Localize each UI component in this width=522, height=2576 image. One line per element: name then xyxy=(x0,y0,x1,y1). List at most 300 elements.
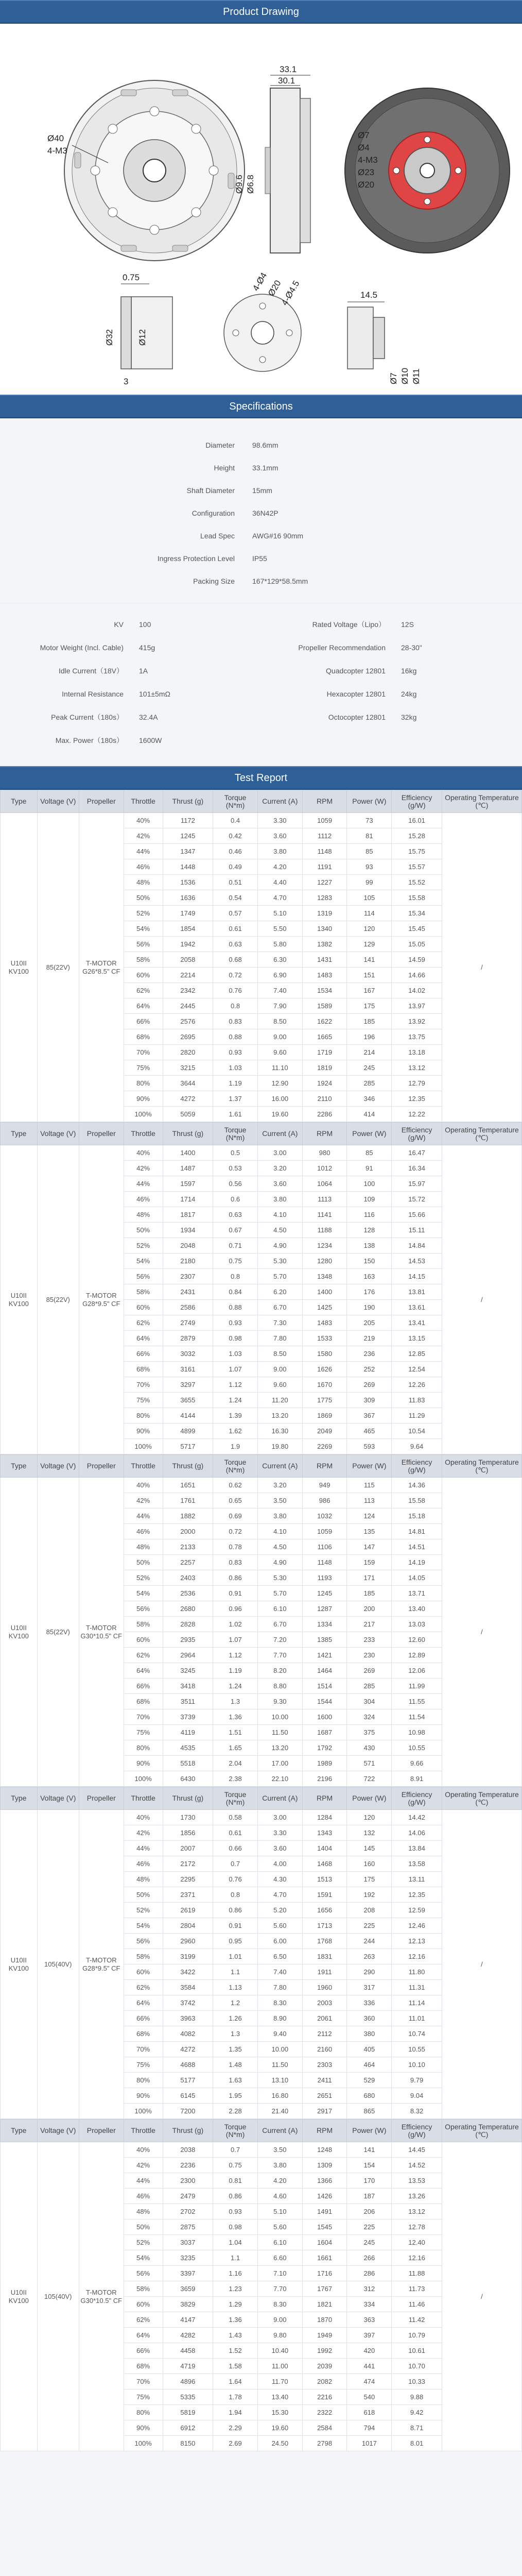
table-cell: 52% xyxy=(124,2235,163,2250)
table-cell: 0.76 xyxy=(213,1872,258,1887)
table-cell: 44% xyxy=(124,1841,163,1856)
table-cell: 1870 xyxy=(302,2312,347,2328)
table-cell: 11.99 xyxy=(392,1679,442,1694)
spec-grid-label: Idle Current（18V） xyxy=(58,666,124,675)
table-cell: 225 xyxy=(347,2219,392,2235)
column-header: Propeller xyxy=(79,1455,124,1478)
table-cell: 1.63 xyxy=(213,2073,258,2088)
spec-row xyxy=(0,456,522,479)
table-cell: 3418 xyxy=(163,1679,213,1694)
table-cell: 13.92 xyxy=(392,1014,442,1029)
table-cell: 14.19 xyxy=(392,1555,442,1570)
table-cell: 163 xyxy=(347,1269,392,1284)
table-cell: 66% xyxy=(124,1346,163,1362)
table-cell: 3245 xyxy=(163,1663,213,1679)
spec-grid-value: 101±5mΩ xyxy=(139,689,170,698)
table-cell: 3.60 xyxy=(257,828,302,844)
spec-grid-row xyxy=(261,613,522,636)
table-cell: 1761 xyxy=(163,1493,213,1509)
table-cell: 6145 xyxy=(163,2088,213,2104)
table-cell: 2172 xyxy=(163,1856,213,1872)
table-cell: 2619 xyxy=(163,1903,213,1918)
table-cell: 0.72 xyxy=(213,968,258,983)
table-cell: 474 xyxy=(347,2374,392,2389)
propeller-cell: T-MOTOR G30*10.5" CF xyxy=(79,1478,124,1787)
table-cell: 7.90 xyxy=(257,998,302,1014)
table-cell: 46% xyxy=(124,2189,163,2204)
table-cell: 154 xyxy=(347,2158,392,2173)
table-cell: 12.59 xyxy=(392,1903,442,1918)
table-cell: 44% xyxy=(124,1509,163,1524)
column-header: Efficiency (g/W) xyxy=(392,790,442,813)
table-cell: 2479 xyxy=(163,2189,213,2204)
table-cell: 0.62 xyxy=(213,1478,258,1493)
table-cell: 1234 xyxy=(302,1238,347,1253)
table-cell: 12.90 xyxy=(257,1076,302,1091)
table-cell: 0.8 xyxy=(213,998,258,1014)
motor-front-view xyxy=(47,80,245,261)
table-cell: 6912 xyxy=(163,2420,213,2436)
table-cell: 80% xyxy=(124,2405,163,2420)
motor-type-cell: U10II KV100 xyxy=(1,813,38,1122)
table-cell: 304 xyxy=(347,1694,392,1709)
table-cell: 571 xyxy=(347,1756,392,1771)
table-cell: 9.30 xyxy=(257,1694,302,1709)
table-cell: 3742 xyxy=(163,1995,213,2011)
table-cell: 3297 xyxy=(163,1377,213,1393)
table-cell: 6.00 xyxy=(257,1934,302,1949)
table-cell: 1600 xyxy=(302,1709,347,1725)
table-cell: 60% xyxy=(124,2297,163,2312)
table-cell: 19.60 xyxy=(257,2420,302,2436)
column-header: Voltage (V) xyxy=(37,1123,79,1145)
table-cell: 6.60 xyxy=(257,2250,302,2266)
table-cell: 2917 xyxy=(302,2104,347,2119)
table-cell: 0.49 xyxy=(213,859,258,875)
column-header: Voltage (V) xyxy=(37,790,79,813)
column-header: Power (W) xyxy=(347,1787,392,1810)
motor-type-cell: U10II KV100 xyxy=(1,1145,38,1454)
table-cell: 60% xyxy=(124,1632,163,1648)
table-cell: 2411 xyxy=(302,2073,347,2088)
table-cell: 1768 xyxy=(302,1934,347,1949)
table-cell: 4.50 xyxy=(257,1539,302,1555)
table-cell: 1468 xyxy=(302,1856,347,1872)
table-cell: 9.00 xyxy=(257,1029,302,1045)
table-cell: 64% xyxy=(124,1663,163,1679)
table-cell: 58% xyxy=(124,952,163,968)
spec-value: 33.1mm xyxy=(252,464,279,472)
table-cell: 46% xyxy=(124,859,163,875)
table-cell: 1831 xyxy=(302,1949,347,1964)
column-header: Thrust (g) xyxy=(163,1123,213,1145)
table-cell: 1491 xyxy=(302,2204,347,2219)
table-cell: 42% xyxy=(124,1493,163,1509)
table-cell: 1400 xyxy=(163,1145,213,1161)
table-cell: 3.00 xyxy=(257,1810,302,1825)
table-cell: 8.71 xyxy=(392,2420,442,2436)
table-cell: 1.1 xyxy=(213,2250,258,2266)
table-cell: 44% xyxy=(124,2173,163,2189)
table-cell: 13.12 xyxy=(392,2204,442,2219)
table-cell: 2651 xyxy=(302,2088,347,2104)
table-cell: 0.83 xyxy=(213,1555,258,1570)
table-cell: 1280 xyxy=(302,1253,347,1269)
table-cell: 100% xyxy=(124,1439,163,1454)
column-header: Operating Temperature (℃) xyxy=(442,1787,521,1810)
table-cell: 70% xyxy=(124,1045,163,1060)
table-cell: 100% xyxy=(124,1771,163,1787)
table-cell: 1.03 xyxy=(213,1060,258,1076)
table-cell: 4458 xyxy=(163,2343,213,2359)
test-table xyxy=(0,1122,522,1454)
table-cell: 159 xyxy=(347,1555,392,1570)
table-cell: 2082 xyxy=(302,2374,347,2389)
table-cell: 441 xyxy=(347,2359,392,2374)
table-cell: 1366 xyxy=(302,2173,347,2189)
table-cell: 1.26 xyxy=(213,2011,258,2026)
table-cell: 16.80 xyxy=(257,2088,302,2104)
table-cell: 1670 xyxy=(302,1377,347,1393)
table-cell: 1.24 xyxy=(213,1679,258,1694)
table-cell: 2695 xyxy=(163,1029,213,1045)
table-cell: 91 xyxy=(347,1161,392,1176)
table-cell: 205 xyxy=(347,1315,392,1331)
table-cell: 3.60 xyxy=(257,1841,302,1856)
spec-grid-label: Rated Voltage（Lipo） xyxy=(312,620,386,629)
table-cell: 14.42 xyxy=(392,1810,442,1825)
table-cell: 0.8 xyxy=(213,1887,258,1903)
table-cell: 430 xyxy=(347,1740,392,1756)
table-cell: 2.69 xyxy=(213,2436,258,2451)
table-cell: 68% xyxy=(124,1362,163,1377)
table-cell: 90% xyxy=(124,1091,163,1107)
table-cell: 5.20 xyxy=(257,1903,302,1918)
dim-d7-bottom: Ø7 xyxy=(389,372,398,384)
table-cell: 1.64 xyxy=(213,2374,258,2389)
column-header: Power (W) xyxy=(347,1455,392,1478)
dim-d7-left: Ø7 xyxy=(358,130,370,140)
table-cell: 3644 xyxy=(163,1076,213,1091)
table-cell: 0.98 xyxy=(213,1331,258,1346)
spec-column-right xyxy=(261,613,522,752)
table-cell: 0.4 xyxy=(213,813,258,828)
table-cell: 54% xyxy=(124,921,163,937)
table-cell: 48% xyxy=(124,1539,163,1555)
table-cell: 4535 xyxy=(163,1740,213,1756)
column-header: Operating Temperature (℃) xyxy=(442,1455,521,1478)
table-cell: 42% xyxy=(124,828,163,844)
table-cell: 68% xyxy=(124,2359,163,2374)
column-header: RPM xyxy=(302,790,347,813)
table-cell: 0.84 xyxy=(213,1284,258,1300)
table-cell: 2058 xyxy=(163,952,213,968)
table-cell: 8.30 xyxy=(257,1995,302,2011)
table-cell: 1589 xyxy=(302,998,347,1014)
table-cell: 1856 xyxy=(163,1825,213,1841)
table-cell: 1.35 xyxy=(213,2042,258,2057)
table-cell: 8.32 xyxy=(392,2104,442,2119)
table-cell: 66% xyxy=(124,1014,163,1029)
table-cell: 100% xyxy=(124,2104,163,2119)
operating-temperature-cell: / xyxy=(442,1810,521,2119)
table-cell: 1012 xyxy=(302,1161,347,1176)
table-row xyxy=(1,1810,522,1825)
table-cell: 11.42 xyxy=(392,2312,442,2328)
table-cell: 54% xyxy=(124,1918,163,1934)
table-cell: 4082 xyxy=(163,2026,213,2042)
table-cell: 10.70 xyxy=(392,2359,442,2374)
table-cell: 1665 xyxy=(302,1029,347,1045)
table-header-row xyxy=(1,1787,522,1810)
spec-grid-row xyxy=(0,682,261,705)
table-cell: 1911 xyxy=(302,1964,347,1980)
table-cell: 7.10 xyxy=(257,2266,302,2281)
table-cell: 3.20 xyxy=(257,1161,302,1176)
operating-temperature-cell: / xyxy=(442,2142,521,2451)
spec-grid-value: 32.4A xyxy=(139,713,158,721)
spec-grid-row xyxy=(0,613,261,636)
table-cell: 3584 xyxy=(163,1980,213,1995)
spec-grid-row xyxy=(261,636,522,659)
table-cell: 1714 xyxy=(163,1192,213,1207)
table-cell: 10.98 xyxy=(392,1725,442,1740)
table-cell: 81 xyxy=(347,828,392,844)
column-header: Efficiency (g/W) xyxy=(392,1123,442,1145)
column-header: Propeller xyxy=(79,2120,124,2142)
table-cell: 4.10 xyxy=(257,1524,302,1539)
table-cell: 794 xyxy=(347,2420,392,2436)
table-cell: 1.16 xyxy=(213,2266,258,2281)
table-cell: 0.96 xyxy=(213,1601,258,1617)
table-cell: 1112 xyxy=(302,828,347,844)
table-cell: 0.93 xyxy=(213,2204,258,2219)
table-cell: 1404 xyxy=(302,1841,347,1856)
table-cell: 2576 xyxy=(163,1014,213,1029)
table-cell: 0.75 xyxy=(213,2158,258,2173)
table-cell: 70% xyxy=(124,1709,163,1725)
table-cell: 986 xyxy=(302,1493,347,1509)
spec-label: Height xyxy=(214,464,235,472)
table-cell: 865 xyxy=(347,2104,392,2119)
table-cell: 12.35 xyxy=(392,1091,442,1107)
table-cell: 7.80 xyxy=(257,1980,302,1995)
table-cell: 397 xyxy=(347,2328,392,2343)
table-cell: 2039 xyxy=(302,2359,347,2374)
table-cell: 11.10 xyxy=(257,1060,302,1076)
table-cell: 1.02 xyxy=(213,1617,258,1632)
table-cell: 14.66 xyxy=(392,968,442,983)
table-cell: 9.80 xyxy=(257,2328,302,2343)
table-cell: 6.10 xyxy=(257,1601,302,1617)
table-cell: 1604 xyxy=(302,2235,347,2250)
table-cell: 9.60 xyxy=(257,1045,302,1060)
table-cell: 0.54 xyxy=(213,890,258,906)
column-header: Power (W) xyxy=(347,2120,392,2142)
table-cell: 3161 xyxy=(163,1362,213,1377)
table-cell: 13.03 xyxy=(392,1617,442,1632)
table-cell: 286 xyxy=(347,2266,392,2281)
table-cell: 73 xyxy=(347,813,392,828)
table-cell: 56% xyxy=(124,937,163,952)
table-cell: 12.22 xyxy=(392,1107,442,1122)
table-cell: 8.90 xyxy=(257,2011,302,2026)
table-cell: 0.5 xyxy=(213,1145,258,1161)
table-cell: 1319 xyxy=(302,906,347,921)
table-cell: 9.00 xyxy=(257,2312,302,2328)
table-cell: 236 xyxy=(347,1346,392,1362)
table-cell: 1626 xyxy=(302,1362,347,1377)
table-cell: 1.36 xyxy=(213,1709,258,1725)
product-drawing-title: Product Drawing xyxy=(223,6,299,18)
table-cell: 58% xyxy=(124,1284,163,1300)
column-header: Power (W) xyxy=(347,790,392,813)
specifications-title: Specifications xyxy=(229,400,293,412)
column-header: Efficiency (g/W) xyxy=(392,1455,442,1478)
table-cell: 16.01 xyxy=(392,813,442,828)
table-cell: 16.47 xyxy=(392,1145,442,1161)
column-header: Throttle xyxy=(124,1455,163,1478)
table-cell: 3655 xyxy=(163,1393,213,1408)
spec-label: Diameter xyxy=(205,441,235,449)
table-cell: 13.58 xyxy=(392,1856,442,1872)
table-cell: 1193 xyxy=(302,1570,347,1586)
table-cell: 13.75 xyxy=(392,1029,442,1045)
table-cell: 11.55 xyxy=(392,1694,442,1709)
table-cell: 6.10 xyxy=(257,2235,302,2250)
table-cell: 10.40 xyxy=(257,2343,302,2359)
table-cell: 8.91 xyxy=(392,1771,442,1787)
table-cell: 6.70 xyxy=(257,1617,302,1632)
table-cell: 196 xyxy=(347,1029,392,1045)
table-cell: 14.51 xyxy=(392,1539,442,1555)
table-header-row xyxy=(1,1455,522,1478)
table-cell: 2804 xyxy=(163,1918,213,1934)
table-cell: 1382 xyxy=(302,937,347,952)
spec-grid-row xyxy=(0,728,261,752)
table-cell: 0.57 xyxy=(213,906,258,921)
spec-grid-label: Internal Resistance xyxy=(62,689,124,698)
spec-grid-value: 16kg xyxy=(401,666,417,675)
table-cell: 0.95 xyxy=(213,1934,258,1949)
table-cell: 120 xyxy=(347,921,392,937)
table-cell: 0.75 xyxy=(213,1253,258,1269)
table-cell: 114 xyxy=(347,906,392,921)
table-cell: 206 xyxy=(347,2204,392,2219)
table-cell: 5518 xyxy=(163,1756,213,1771)
propeller-cell: T-MOTOR G30*10.5" CF xyxy=(79,2142,124,2451)
table-cell: 2828 xyxy=(163,1617,213,1632)
table-cell: 7200 xyxy=(163,2104,213,2119)
table-cell: 12.16 xyxy=(392,1949,442,1964)
table-cell: 170 xyxy=(347,2173,392,2189)
spec-grid-value: 1600W xyxy=(139,736,162,744)
table-cell: 70% xyxy=(124,1377,163,1393)
column-header: Current (A) xyxy=(257,1123,302,1145)
table-cell: 1.23 xyxy=(213,2281,258,2297)
table-cell: 13.40 xyxy=(257,2389,302,2405)
dim-d10: Ø10 xyxy=(400,367,410,384)
table-cell: 100% xyxy=(124,2436,163,2451)
table-cell: 593 xyxy=(347,1439,392,1454)
table-cell: 3397 xyxy=(163,2266,213,2281)
table-cell: 2003 xyxy=(302,1995,347,2011)
table-cell: 375 xyxy=(347,1725,392,1740)
table-cell: 8.80 xyxy=(257,1679,302,1694)
column-header: Efficiency (g/W) xyxy=(392,1787,442,1810)
table-cell: 1448 xyxy=(163,859,213,875)
table-cell: 2371 xyxy=(163,1887,213,1903)
table-cell: 5059 xyxy=(163,1107,213,1122)
table-cell: 0.91 xyxy=(213,1586,258,1601)
table-cell: 2431 xyxy=(163,1284,213,1300)
table-cell: 66% xyxy=(124,1679,163,1694)
table-cell: 6.90 xyxy=(257,968,302,983)
column-header: Torque (N*m) xyxy=(213,2120,258,2142)
table-cell: 1819 xyxy=(302,1060,347,1076)
table-cell: 3037 xyxy=(163,2235,213,2250)
table-cell: 2049 xyxy=(302,1423,347,1439)
table-cell: 244 xyxy=(347,1934,392,1949)
table-cell: 4.90 xyxy=(257,1555,302,1570)
spec-grid-value: 28-30" xyxy=(401,643,422,652)
table-cell: 75% xyxy=(124,2389,163,2405)
table-cell: 1.52 xyxy=(213,2343,258,2359)
table-cell: 0.46 xyxy=(213,844,258,859)
table-cell: 64% xyxy=(124,1331,163,1346)
table-cell: 1421 xyxy=(302,1648,347,1663)
table-cell: 2061 xyxy=(302,2011,347,2026)
table-cell: 1513 xyxy=(302,1872,347,1887)
table-cell: 1.13 xyxy=(213,1980,258,1995)
column-header: RPM xyxy=(302,1787,347,1810)
table-cell: 4144 xyxy=(163,1408,213,1423)
table-cell: 4282 xyxy=(163,2328,213,2343)
dim-4-m3-right: 4-M3 xyxy=(358,155,378,165)
table-cell: 175 xyxy=(347,1872,392,1887)
table-cell: 5717 xyxy=(163,1439,213,1454)
voltage-cell: 105(40V) xyxy=(37,1810,79,2119)
table-cell: 2964 xyxy=(163,1648,213,1663)
table-cell: 12.26 xyxy=(392,1377,442,1393)
table-cell: 15.52 xyxy=(392,875,442,890)
table-cell: 0.93 xyxy=(213,1315,258,1331)
table-cell: 1.19 xyxy=(213,1663,258,1679)
table-cell: 1425 xyxy=(302,1300,347,1315)
product-drawing xyxy=(0,24,522,395)
table-cell: 1.61 xyxy=(213,1107,258,1122)
table-cell: 4272 xyxy=(163,1091,213,1107)
table-cell: 48% xyxy=(124,875,163,890)
table-cell: 1059 xyxy=(302,813,347,828)
table-cell: 312 xyxy=(347,2281,392,2297)
table-cell: 90% xyxy=(124,1423,163,1439)
table-cell: 56% xyxy=(124,2266,163,2281)
table-cell: 217 xyxy=(347,1617,392,1632)
table-cell: 13.81 xyxy=(392,1284,442,1300)
table-cell: 160 xyxy=(347,1856,392,1872)
spec-grid-label: Octocopter 12801 xyxy=(328,713,386,721)
spec-column-left xyxy=(0,613,261,752)
table-cell: 46% xyxy=(124,1856,163,1872)
dim-3: 3 xyxy=(124,377,129,386)
column-header: Throttle xyxy=(124,790,163,813)
table-cell: 2000 xyxy=(163,1524,213,1539)
table-cell: 290 xyxy=(347,1964,392,1980)
table-cell: 0.88 xyxy=(213,1300,258,1315)
table-cell: 0.76 xyxy=(213,983,258,998)
dim-d40: Ø40 xyxy=(47,133,64,143)
